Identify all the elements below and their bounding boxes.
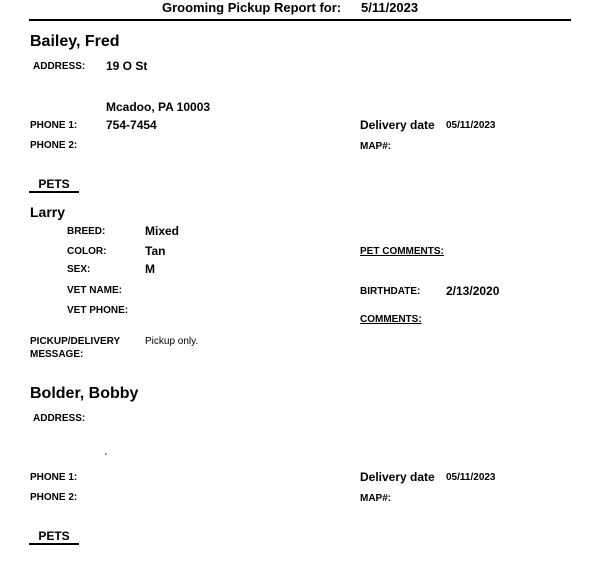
birthdate-value: 2/13/2020 — [446, 284, 500, 298]
breed-value: Mixed — [145, 224, 180, 238]
header-rule — [29, 19, 571, 21]
customer-name: Bolder, Bobby — [30, 385, 139, 402]
address-label: ADDRESS: — [33, 413, 86, 424]
phone1-label: PHONE 1: — [30, 472, 78, 483]
customer-name: Bailey, Fred — [30, 33, 120, 50]
phone1-label: PHONE 1: — [30, 120, 78, 131]
pets-heading: PETS — [29, 177, 79, 193]
vet-name-label: VET NAME: — [67, 285, 122, 296]
pet-comments-label: PET COMMENTS: — [360, 246, 444, 257]
report-date: 5/11/2023 — [361, 0, 419, 15]
address-line1: 19 O St — [106, 59, 148, 73]
address-line2: Mcadoo, PA 10003 — [106, 100, 211, 114]
sex-value: M — [145, 262, 155, 276]
address-line2: ' — [105, 452, 107, 463]
sex-label: SEX: — [67, 264, 91, 275]
birthdate-label: BIRTHDATE: — [360, 286, 421, 297]
delivery-date-value: 05/11/2023 — [446, 472, 496, 483]
color-value: Tan — [145, 244, 166, 258]
map-label: MAP#: — [360, 141, 392, 152]
vet-phone-label: VET PHONE: — [67, 305, 129, 316]
comments-label: COMMENTS: — [360, 314, 422, 325]
delivery-date-value: 05/11/2023 — [446, 120, 496, 131]
pickup-message-value: Pickup only. — [145, 336, 199, 347]
phone1-value: 754-7454 — [106, 118, 157, 132]
delivery-date-label: Delivery date — [360, 470, 435, 484]
address-label: ADDRESS: — [33, 61, 86, 72]
pet-name: Larry — [30, 204, 66, 220]
phone2-label: PHONE 2: — [30, 140, 78, 151]
delivery-date-label: Delivery date — [360, 118, 435, 132]
report-title: Grooming Pickup Report for: — [162, 0, 342, 15]
color-label: COLOR: — [67, 246, 107, 257]
pets-heading: PETS — [29, 529, 79, 545]
breed-label: BREED: — [67, 226, 106, 237]
pickup-message-label-line1: PICKUP/DELIVERY — [30, 336, 121, 347]
pickup-message-label-line2: MESSAGE: — [30, 349, 84, 360]
phone2-label: PHONE 2: — [30, 492, 78, 503]
map-label: MAP#: — [360, 493, 392, 504]
